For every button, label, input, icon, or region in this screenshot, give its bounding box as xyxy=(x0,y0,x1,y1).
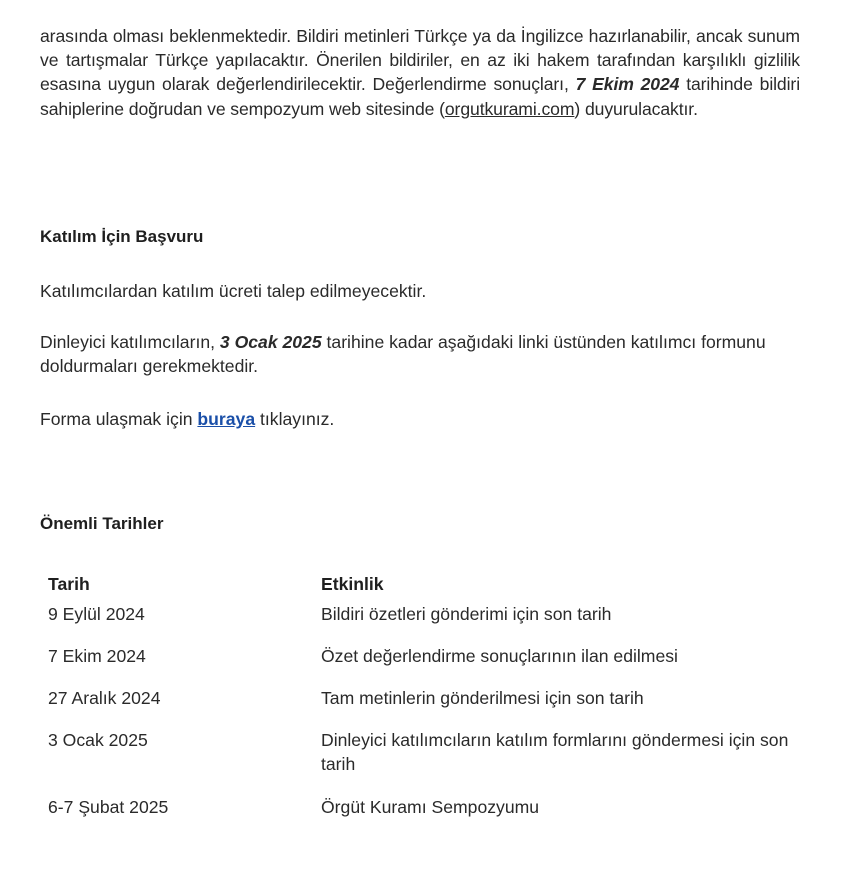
row-date: 7 Ekim 2024 xyxy=(48,646,146,666)
intro-text-2: tarihinde bildiri sahiplerine doğrudan ve sempozyum web sitesinde ( xyxy=(40,74,800,119)
listener-deadline: 3 Ocak 2025 xyxy=(219,332,322,352)
table-row xyxy=(48,644,801,686)
row-event: Örgüt Kuramı Sempozyumu xyxy=(321,797,540,817)
form-link[interactable]: buraya xyxy=(197,409,256,429)
table-row xyxy=(48,728,801,795)
row-date: 3 Ocak 2025 xyxy=(48,730,148,750)
results-date: 7 Ekim 2024 xyxy=(575,74,680,95)
table-header-row xyxy=(48,574,801,602)
row-date: 6-7 Şubat 2025 xyxy=(48,797,169,817)
listener-text-2: tarihine kadar aşağıdaki linki üstünden katılımcı formunu doldurmaları gerekmektedir. xyxy=(40,332,766,376)
row-event: Özet değerlendirme sonuçlarının ilan edilmesi xyxy=(321,646,678,666)
form-text-2: tıklayınız. xyxy=(255,409,335,429)
website-link[interactable]: orgutkurami.com xyxy=(444,98,575,119)
intro-text-1: arasında olması beklenmektedir. Bildiri metinleri Türkçe ya da İngilizce hazırlanabilir, ancak sunum ve tartışmalar Türkçe yapılacaktır. Önerilen bildiriler, en az iki hakem tarafından karşılıklı gizlilik esasına uygun olarak değerlendirilecektir. Değerlendirme sonuçları, xyxy=(40,26,800,95)
row-date: 9 Eylül 2024 xyxy=(48,604,145,624)
table-row xyxy=(48,602,801,644)
form-paragraph xyxy=(40,407,800,431)
table-row xyxy=(48,686,801,728)
row-date: 27 Aralık 2024 xyxy=(48,688,161,708)
listener-paragraph xyxy=(40,330,800,378)
participation-heading: Katılım İçin Başvuru xyxy=(40,227,204,246)
important-dates-table xyxy=(48,574,801,825)
column-header-date: Tarih xyxy=(48,574,90,594)
listener-text-1: Dinleyici katılımcıların, xyxy=(40,332,220,352)
fee-note: Katılımcılardan katılım ücreti talep edilmeyecektir. xyxy=(40,281,427,301)
form-text-1: Forma ulaşmak için xyxy=(40,409,198,429)
intro-text-3: ) duyurulacaktır. xyxy=(574,98,698,119)
table-row xyxy=(48,795,801,825)
row-event: Dinleyici katılımcıların katılım formlarını göndermesi için son tarih xyxy=(321,730,789,774)
intro-paragraph xyxy=(40,24,800,121)
row-event: Tam metinlerin gönderilmesi için son tarih xyxy=(321,688,644,708)
row-event: Bildiri özetleri gönderimi için son tarih xyxy=(321,604,612,624)
important-dates-heading: Önemli Tarihler xyxy=(40,514,164,533)
column-header-event: Etkinlik xyxy=(321,574,384,594)
